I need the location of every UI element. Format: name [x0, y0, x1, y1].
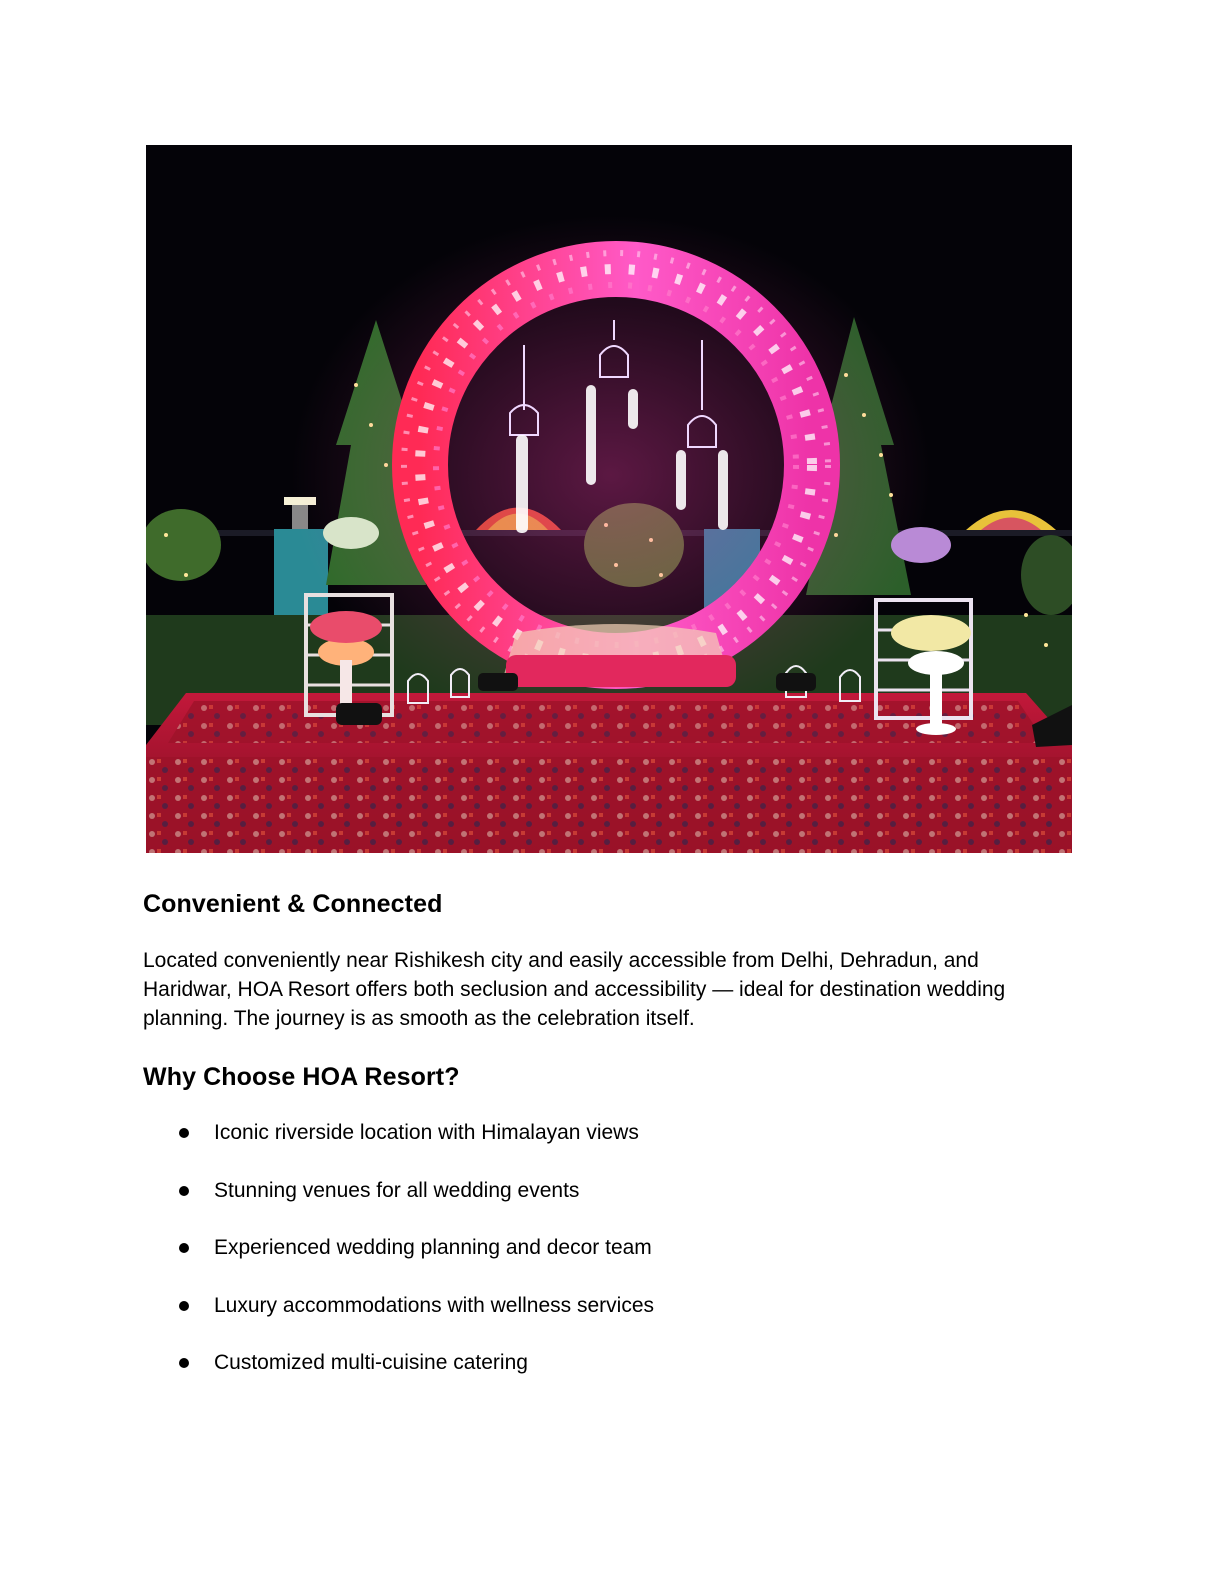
- list-item-text: Experienced wedding planning and decor team: [214, 1236, 652, 1259]
- list-item-text: Iconic riverside location with Himalayan views: [214, 1121, 639, 1144]
- list-item-text: Luxury accommodations with wellness services: [214, 1293, 655, 1317]
- bullet-icon: [179, 1128, 189, 1138]
- wedding-arch-photo: [146, 145, 1072, 853]
- section-heading-convenient: Convenient & Connected: [143, 890, 443, 918]
- bullet-icon: [179, 1358, 189, 1368]
- section-heading-why-choose: Why Choose HOA Resort?: [143, 1063, 460, 1091]
- bullet-icon: [179, 1186, 189, 1196]
- list-item-text: Stunning venues for all wedding events: [214, 1178, 580, 1202]
- bullet-icon: [179, 1301, 189, 1311]
- bullet-icon: [179, 1243, 189, 1253]
- section-paragraph-convenient: Located conveniently near Rishikesh city and easily accessible from Delhi, Dehradun, and Haridwar, HOA Resort offers both seclusion and accessibility — ideal for destination wedding planning. The journey is as smooth as the celebration itself.: [143, 949, 1006, 1030]
- list-item-text: Customized multi-cuisine catering: [214, 1351, 528, 1374]
